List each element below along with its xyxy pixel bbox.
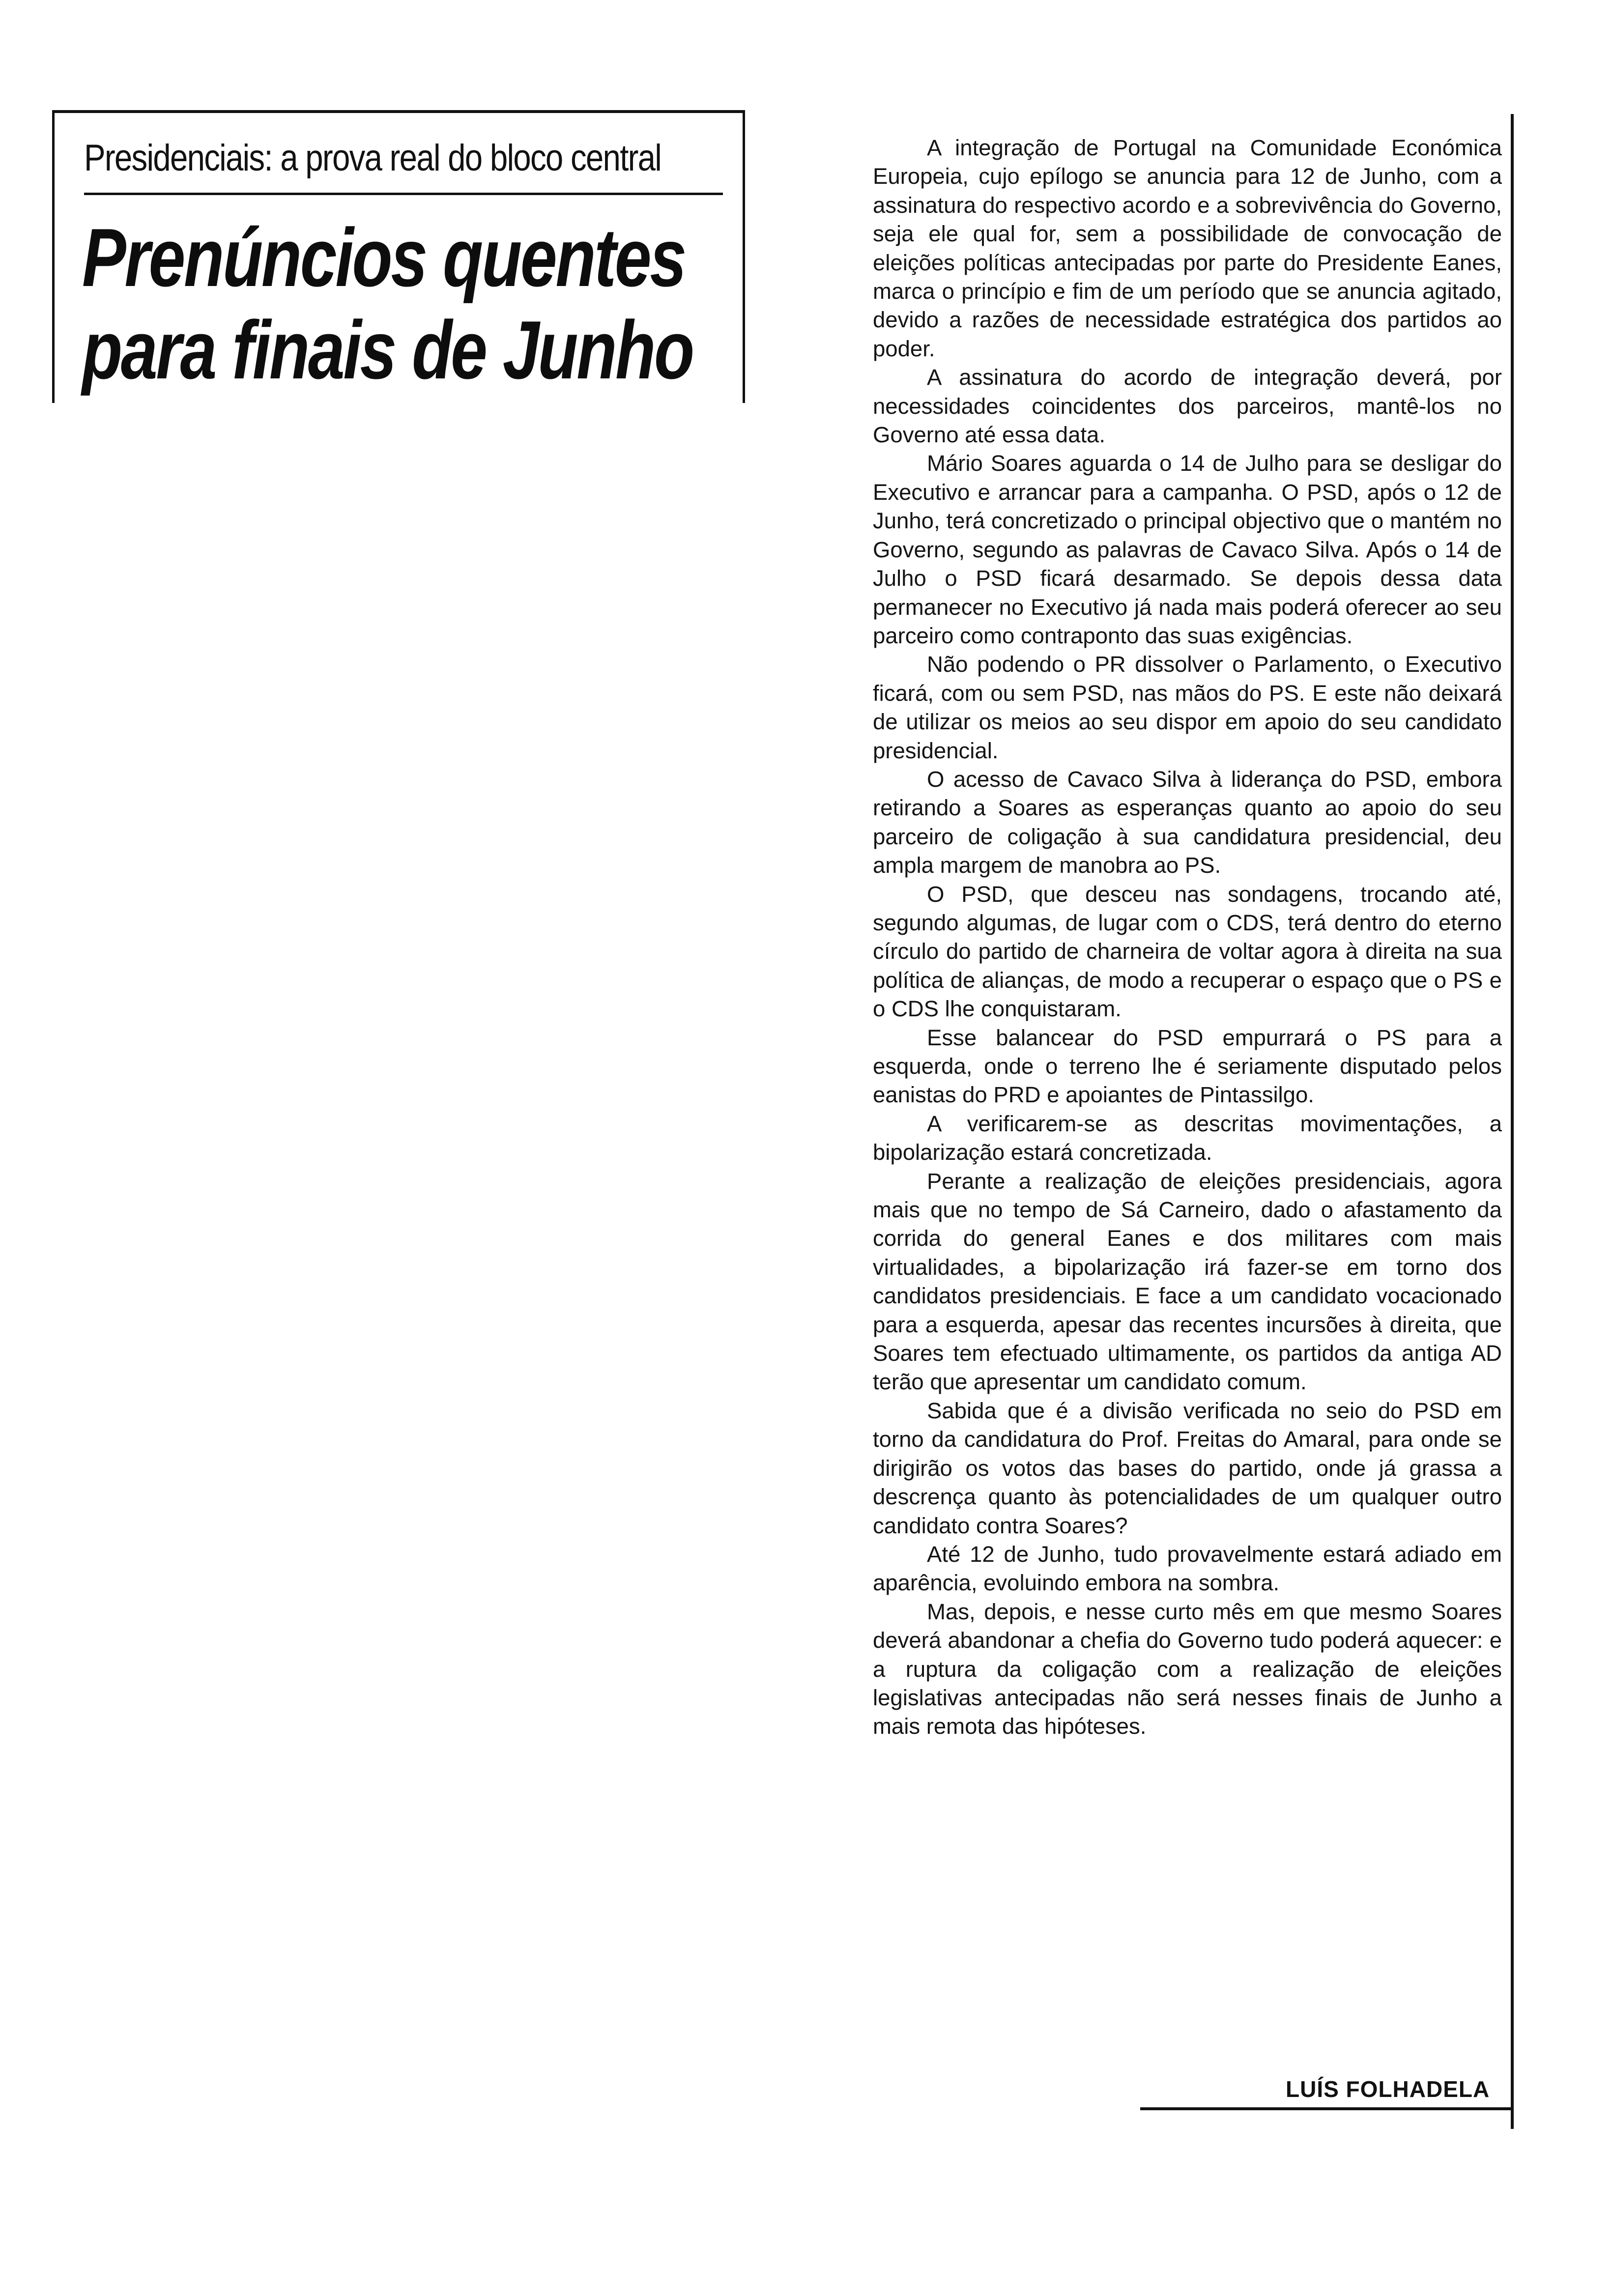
paragraph: Perante a realização de eleições presidenciais, agora mais que no tempo de Sá Carneiro, dado o afastamento da corrida do general Eanes e dos militares com mais virtualidades, a bipolarização irá fazer-se em torno dos candidatos presidenciais. E face a um candidato vocacionado para a esquerda, apesar das recentes incursões à direita, que Soares tem efectuado ultimamente, os partidos da antiga AD terão que apresentar um candidato comum. [873,1168,1502,1395]
paragraph: Sabida que é a divisão verificada no seio do PSD em torno da candidatura do Prof. Freitas do Amaral, para onde se dirigirão os votos das bases do partido, onde já grassa a descrença quanto às potencialidades de um qualquer outro candidato contra Soares? [873,1398,1502,1538]
paragraph: A assinatura do acordo de integração deverá, por necessidades coincidentes dos parceiros, mantê-los no Governo até essa data. [873,365,1502,448]
paragraph: Mas, depois, e nesse curto mês em que mesmo Soares deverá abandonar a chefia do Governo tudo poderá aquecer: e a ruptura da coligação com a realização de eleições legislativas antecipadas não será nesses finais de Junho a mais remota das hipóteses. [873,1599,1502,1739]
paragraph: Esse balancear do PSD empurrará o PS para a esquerda, onde o terreno lhe é seriamente disputado pelos eanistas do PRD e apoiantes de Pintassilgo. [873,1025,1502,1108]
kicker-rule [84,193,723,195]
headline-box [52,110,745,403]
article-body [873,134,1502,1741]
article-column [843,114,1514,2129]
paragraph: A integração de Portugal na Comunidade Económica Europeia, cujo epílogo se anuncia para 12 de Junho, com a assinatura do respectivo acordo e a sobrevivência do Governo, seja ele qual for, sem a possibilidade de convocação de eleições políticas antecipadas por parte do Presidente Eanes, marca o princípio e fim de um período que se anuncia agitado, devido a razões de necessidade estratégica dos partidos ao poder. [873,135,1502,361]
paragraph: O PSD, que desceu nas sondagens, trocando até, segundo algumas, de lugar com o CDS, terá dentro do eterno círculo do partido de charneira de voltar agora à direita na sua política de alianças, de modo a recuperar o espaço que o PS e o CDS lhe conquistaram. [873,881,1502,1022]
headline [82,211,693,396]
kicker: Presidenciais: a prova real do bloco central [84,137,662,179]
paragraph: A verificarem-se as descritas movimentações, a bipolarização estará concretizada. [873,1111,1502,1165]
headline-line-2: para finais de Junho [82,304,693,396]
paragraph: O acesso de Cavaco Silva à liderança do PSD, embora retirando a Soares as esperanças quanto ao apoio do seu parceiro de coligação à sua candidatura presidencial, deu ampla margem de manobra ao PS. [873,766,1502,878]
bottom-rule [1140,2107,1514,2110]
paragraph: Até 12 de Junho, tudo provavelmente estará adiado em aparência, evoluindo embora na sombra. [873,1541,1502,1596]
byline: LUÍS FOLHADELA [1286,2076,1490,2102]
paragraph: Não podendo o PR dissolver o Parlamento, o Executivo ficará, com ou sem PSD, nas mãos do PS. E este não deixará de utilizar os meios ao seu dispor em apoio do seu candidato presidencial. [873,652,1502,763]
headline-line-1: Prenúncios quentes [82,211,685,304]
paragraph: Mário Soares aguarda o 14 de Julho para se desligar do Executivo e arrancar para a campanha. O PSD, após o 12 de Junho, terá concretizado o principal objectivo que o mantém no Governo, segundo as palavras de Cavaco Silva. Após o 14 de Julho o PSD ficará desarmado. Se depois dessa data permanecer no Executivo já nada mais poderá oferecer ao seu parceiro como contraponto das suas exigências. [873,451,1502,648]
